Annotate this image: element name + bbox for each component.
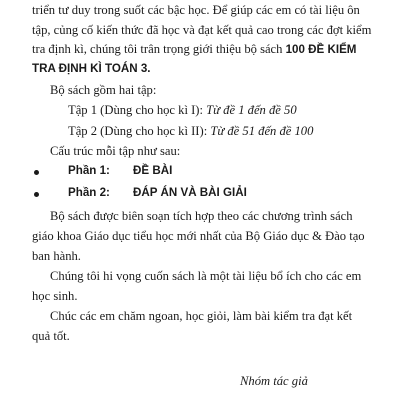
intro-line-3 [32, 43, 356, 56]
part-2-label: Phần 2: [68, 186, 110, 199]
hope-line-2: học sinh. [32, 289, 78, 303]
wishes-line-1: Chúc các em chăm ngoan, học giỏi, làm bài kiểm tra đạt kết [50, 309, 353, 323]
volume-2-range: Từ đề 51 đến đề 100 [210, 124, 314, 138]
volume-2-label: Tập 2 (Dùng cho học kì II): [68, 124, 211, 138]
intro-line-1: triển tư duy trong suốt các bậc học. Để giúp các em có tài liệu ôn [32, 3, 360, 17]
part-1-label: Phần 1: [68, 164, 110, 177]
part-2-title: ĐÁP ÁN VÀ BÀI GIẢI [133, 186, 247, 199]
wishes-line-2: quả tốt. [32, 329, 70, 343]
compilation-line-1: Bộ sách được biên soạn tích hợp theo các chương trình sách [50, 209, 353, 223]
part-1-title: ĐỀ BÀI [133, 164, 173, 177]
book-title-part-2: TRA ĐỊNH KÌ TOÁN 3. [32, 62, 151, 75]
volumes-intro: Bộ sách gồm hai tập: [50, 83, 157, 97]
intro-line-3-text: tra định kì, chúng tôi trân trọng giới thiệu bộ sách [32, 42, 286, 56]
bullet-icon [34, 170, 39, 175]
compilation-line-3: ban hành. [32, 249, 81, 263]
structure-intro: Cấu trúc mỗi tập như sau: [50, 144, 181, 158]
bullet-icon [34, 192, 39, 197]
volume-1 [68, 104, 297, 117]
volume-1-range: Từ đề 1 đến đề 50 [206, 103, 297, 117]
hope-line-1: Chúng tôi hi vọng cuốn sách là một tài liệu bổ ích cho các em [50, 269, 362, 283]
compilation-line-2: giáo khoa Giáo dục tiểu học mới nhất của Bộ Giáo dục & Đào tạo [32, 229, 365, 243]
intro-line-2: tập, củng cố kiến thức đã học và đạt kết quả cao trong các đợt kiểm [32, 23, 372, 37]
author-signature: Nhóm tác giả [240, 374, 308, 388]
book-title-part-1: 100 ĐỀ KIỂM [285, 43, 357, 56]
volume-1-label: Tập 1 (Dùng cho học kì I): [68, 103, 207, 117]
volume-2 [68, 125, 313, 138]
